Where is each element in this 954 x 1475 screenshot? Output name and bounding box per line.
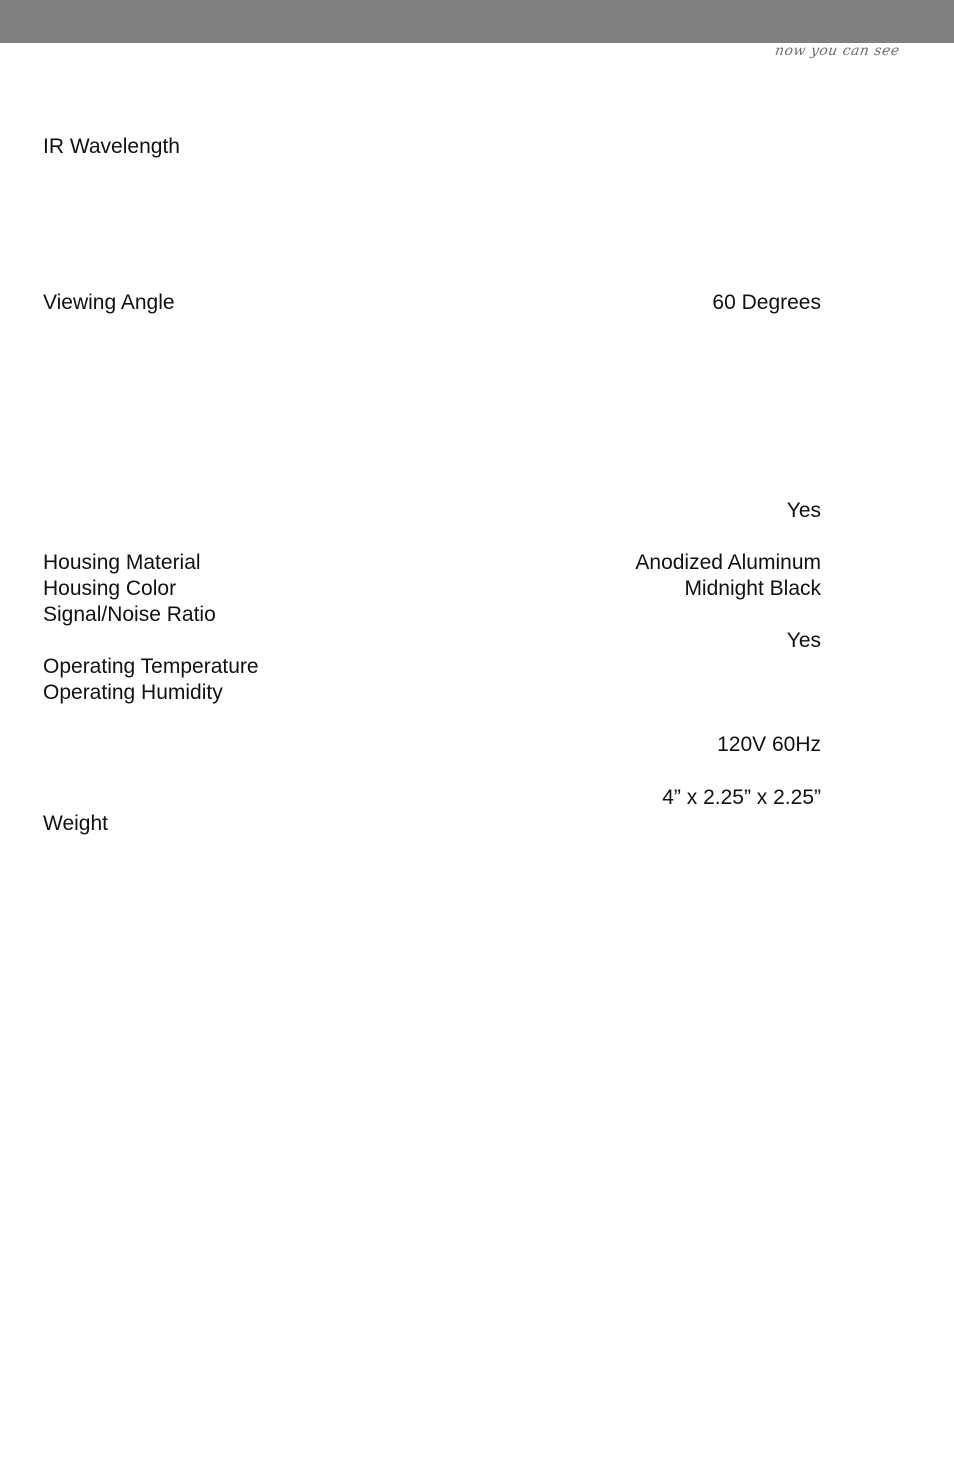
header-bar [0, 0, 954, 43]
spec-value-housing-color: Midnight Black [684, 577, 821, 600]
spec-value-housing-material: Anodized Aluminum [635, 551, 821, 574]
spec-label-housing-material: Housing Material [43, 551, 201, 574]
spec-label-signal-noise-ratio: Signal/Noise Ratio [43, 603, 216, 626]
spec-value-dimensions: 4” x 2.25” x 2.25” [662, 786, 821, 809]
spec-label-ir-wavelength: IR Wavelength [43, 135, 180, 158]
spec-value-viewing-angle: 60 Degrees [712, 291, 821, 314]
spec-label-operating-humidity: Operating Humidity [43, 681, 223, 704]
spec-value-power: 120V 60Hz [717, 733, 821, 756]
brand-tagline: now you can see [774, 43, 902, 59]
spec-label-weight: Weight [43, 812, 108, 835]
spec-label-housing-color: Housing Color [43, 577, 177, 600]
spec-value-yes-2: Yes [786, 629, 821, 652]
spec-value-yes-1: Yes [786, 499, 821, 522]
spec-label-operating-temperature: Operating Temperature [43, 655, 259, 678]
spec-label-viewing-angle: Viewing Angle [43, 291, 175, 314]
